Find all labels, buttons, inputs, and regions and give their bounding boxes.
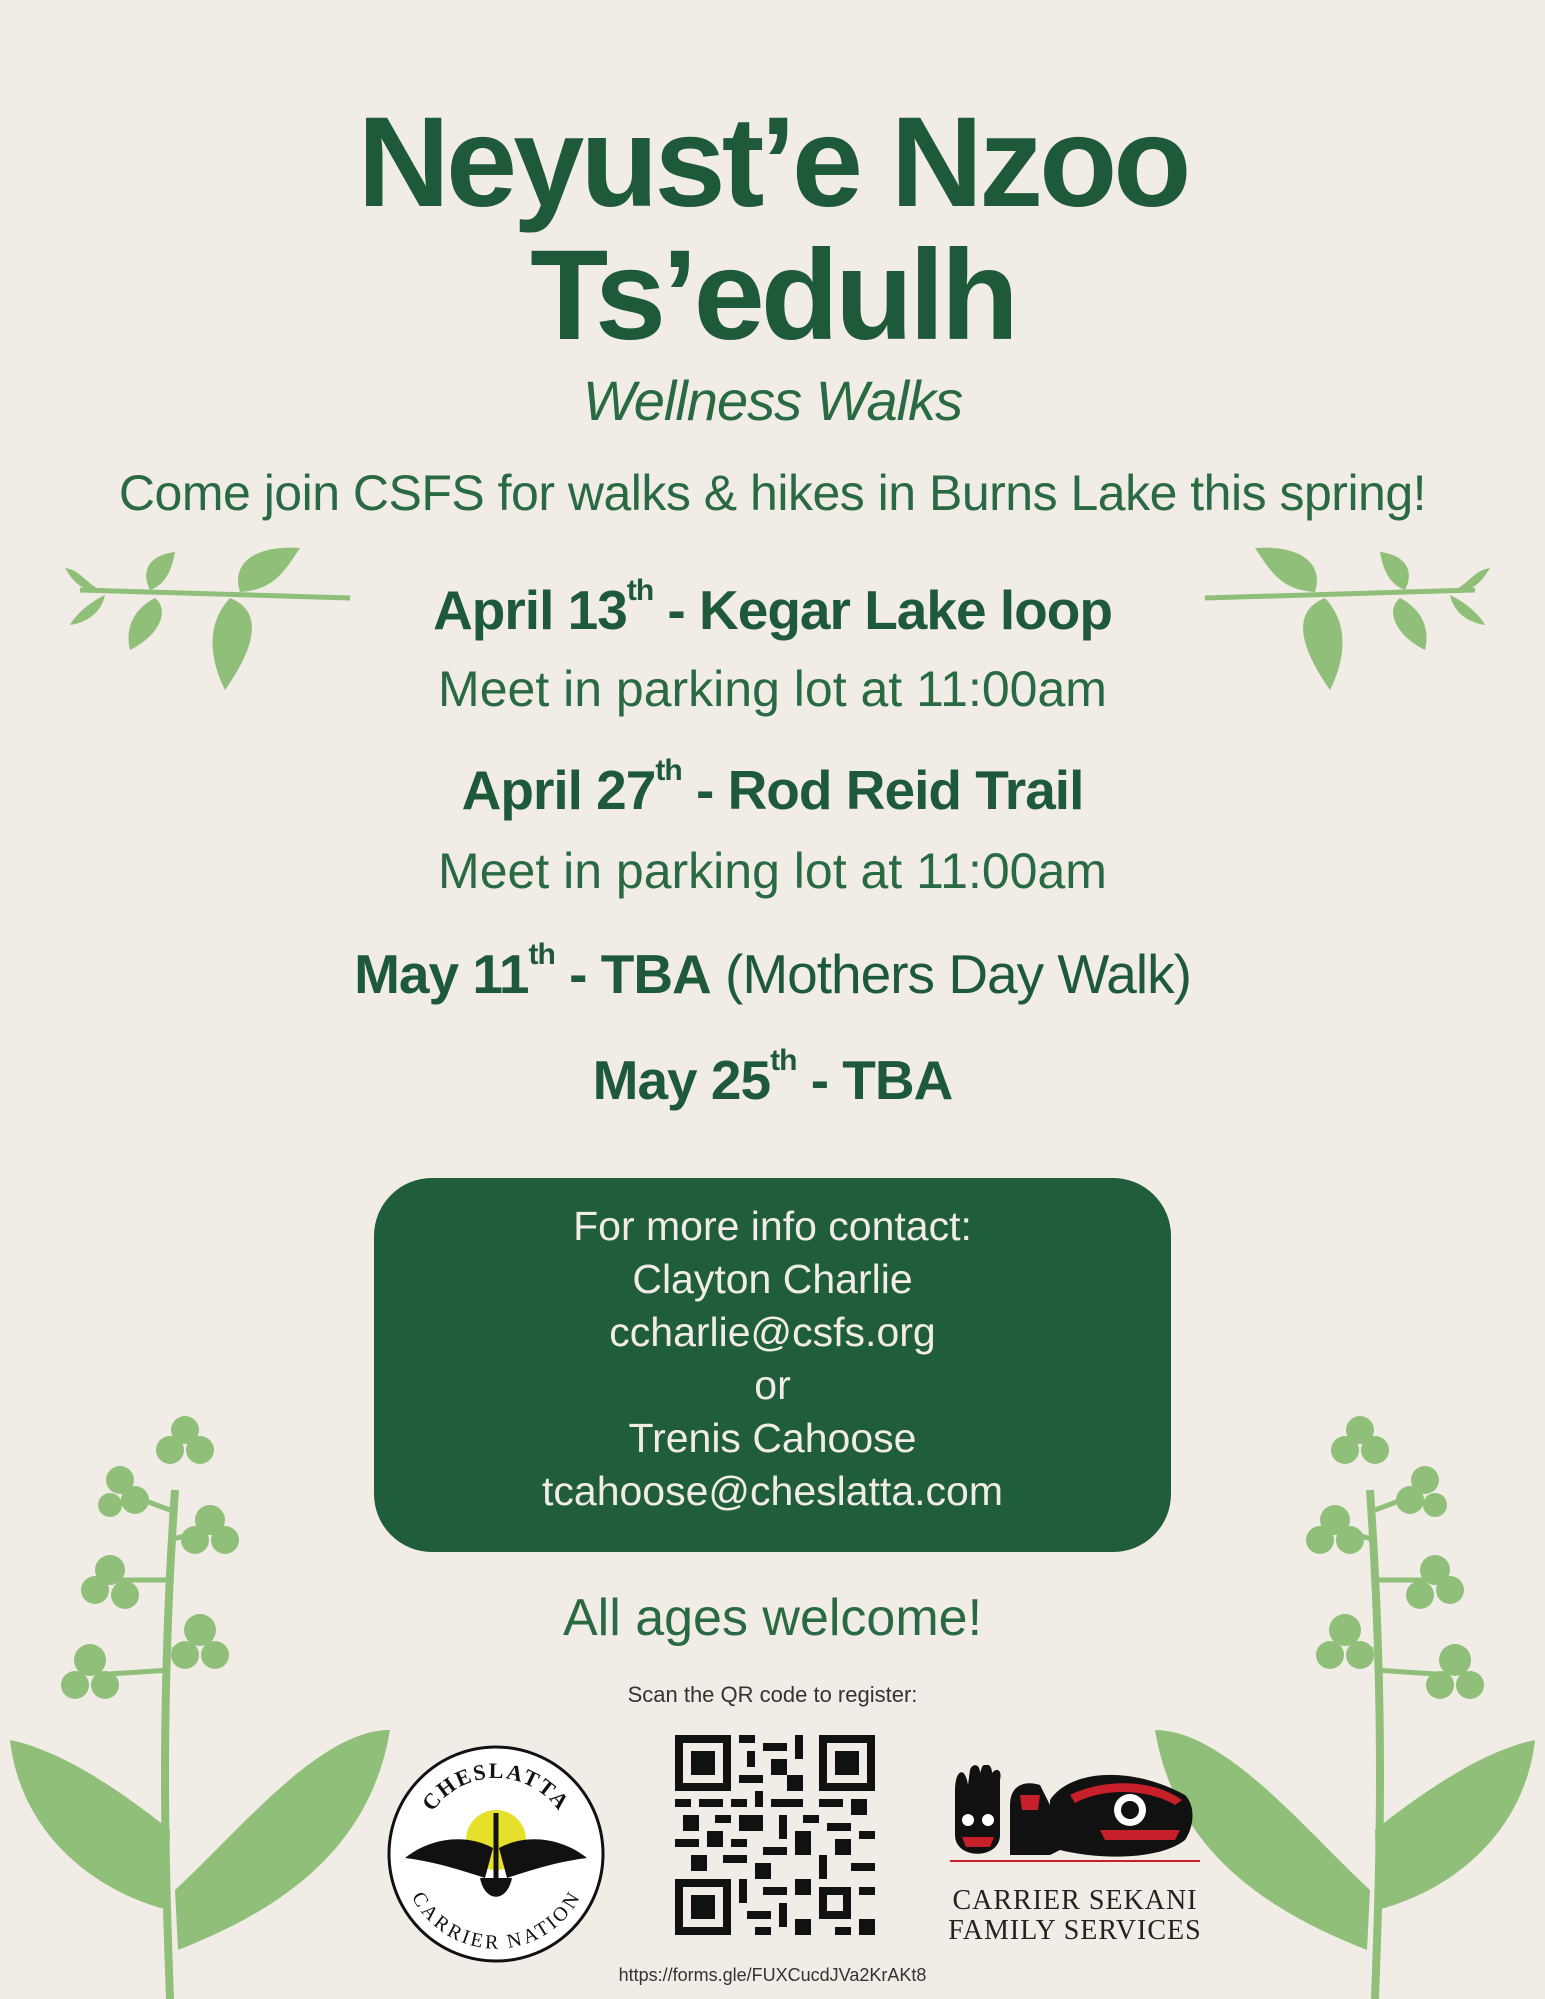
contact-box (374, 1178, 1171, 1552)
event-2-heading: April 27th - Rod Reid Trail (461, 754, 1084, 821)
contact-email-1[interactable]: ccharlie@csfs.org (609, 1309, 936, 1355)
tagline: Come join CSFS for walks & hikes in Burns Lake this spring! (118, 465, 1427, 521)
scan-label: Scan the QR code to register: (627, 1682, 918, 1707)
contact-or: or (754, 1362, 791, 1408)
all-ages-welcome: All ages welcome! (562, 1589, 983, 1647)
event-3-note: (Mothers Day Walk) (710, 943, 1191, 1005)
cheslatta-logo-icon (385, 1743, 607, 1965)
csfs-logo-icon (950, 1765, 1200, 1875)
event-2-detail: Meet in parking lot at 11:00am (438, 843, 1107, 899)
contact-name-1: Clayton Charlie (632, 1256, 913, 1302)
title-line-2: Ts’edulh (530, 224, 1015, 367)
cheslatta-top-text: CHESLATTA (416, 1757, 576, 1816)
contact-name-2: Trenis Cahoose (628, 1415, 917, 1461)
csfs-logo-line-1: CARRIER SEKANI (952, 1885, 1198, 1916)
contact-email-2[interactable]: tcahoose@cheslatta.com (542, 1468, 1003, 1514)
plant-left-icon (0, 1410, 400, 1999)
qr-code-icon[interactable] (675, 1735, 875, 1935)
register-url[interactable]: https://forms.gle/FUXCucdJVa2KrAKt8 (618, 1965, 927, 1985)
subtitle: Wellness Walks (582, 369, 963, 432)
event-4-heading: May 25th - TBA (592, 1044, 953, 1111)
csfs-logo-line-2: FAMILY SERVICES (948, 1915, 1202, 1946)
cheslatta-bottom-text: CARRIER NATION (407, 1888, 585, 1954)
event-3-heading: May 11th - TBA (Mothers Day Walk) (354, 938, 1191, 1005)
contact-heading: For more info contact: (573, 1203, 972, 1249)
title-line-1: Neyust’e Nzoo (357, 91, 1188, 234)
event-1-heading: April 13th - Kegar Lake loop (433, 574, 1112, 641)
event-1-detail: Meet in parking lot at 11:00am (438, 661, 1107, 717)
